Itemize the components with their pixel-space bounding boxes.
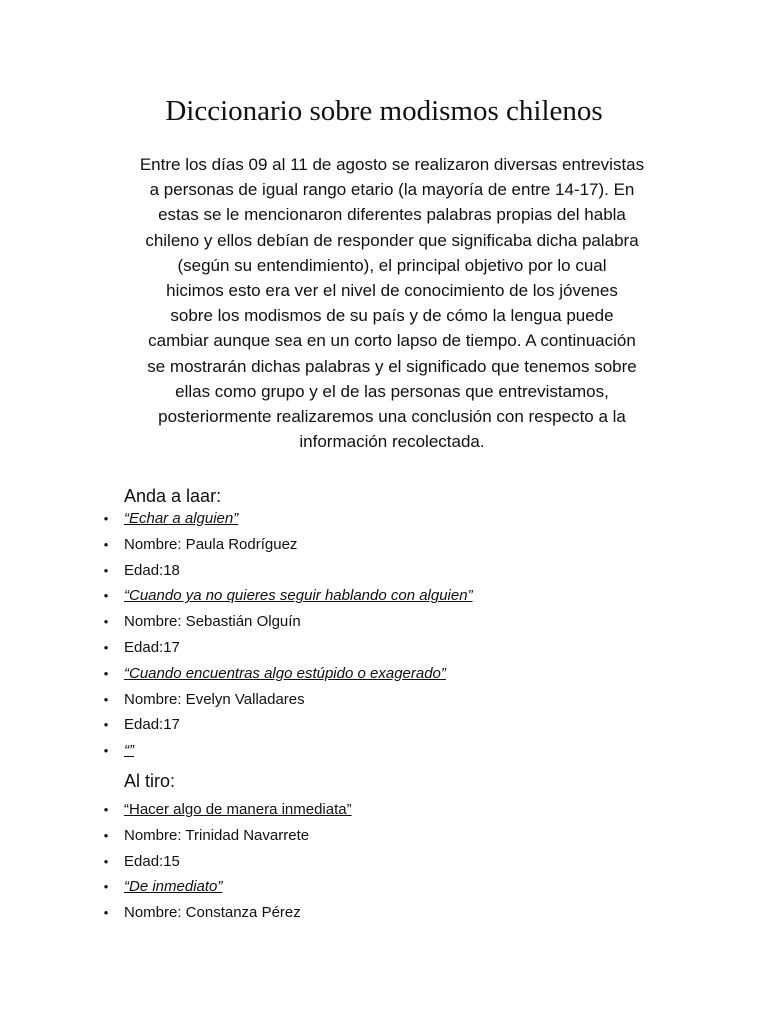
- list-item: [0, 874, 352, 900]
- list-item: [0, 797, 352, 823]
- list-item: [0, 609, 473, 635]
- meaning-quote: “Cuando ya no quieres seguir hablando con alguien”: [124, 587, 473, 605]
- intro-line: información recolectada.: [299, 432, 485, 452]
- bullet-icon: •: [103, 639, 109, 655]
- section-heading-anda-a-laar: Anda a laar:: [124, 486, 222, 506]
- intro-line: posteriormente realizaremos una conclusión con respecto a la: [158, 407, 626, 427]
- meaning-quote: “Cuando encuentras algo estúpido o exagerado”: [124, 664, 446, 682]
- list-item: [0, 900, 352, 926]
- intro-line: estas se le mencionaron diferentes palabras propias del habla: [158, 205, 626, 225]
- bullet-icon: •: [103, 905, 109, 921]
- interviewee-name: Nombre: Paula Rodríguez: [124, 535, 298, 553]
- bullet-icon: •: [103, 717, 109, 733]
- meaning-quote: “”: [124, 742, 134, 760]
- bullet-icon: •: [103, 588, 109, 604]
- bullet-icon: •: [103, 879, 109, 895]
- list-item: [0, 849, 352, 875]
- intro-line: (según su entendimiento), el principal objetivo por lo cual: [177, 255, 607, 275]
- intro-line: sobre los modismos de su país y de cómo la lengua puede: [170, 306, 614, 326]
- interviewee-name: Nombre: Sebastián Olguín: [124, 613, 301, 631]
- bullet-icon: •: [103, 853, 109, 869]
- list-item: [0, 506, 473, 532]
- bullet-icon: •: [103, 665, 109, 681]
- list-item: [0, 532, 473, 558]
- bullet-icon: •: [103, 562, 109, 578]
- interviewee-age: Edad:17: [124, 716, 180, 734]
- intro-line: hicimos esto era ver el nivel de conocimiento de los jóvenes: [166, 281, 618, 301]
- intro-line: cambiar aunque sea en un corto lapso de tiempo. A continuación: [148, 331, 636, 351]
- bullet-list-al-tiro: [0, 797, 352, 926]
- list-item: [0, 635, 473, 661]
- intro-line: chileno y ellos debían de responder que significaba dicha palabra: [145, 230, 639, 250]
- intro-paragraph: [116, 152, 668, 454]
- meaning-quote: “Echar a alguien”: [124, 510, 239, 527]
- list-item: [0, 687, 473, 713]
- intro-line: a personas de igual rango etario (la mayoría de entre 14-17). En: [149, 180, 635, 200]
- interviewee-age: Edad:15: [124, 852, 180, 870]
- list-item: [0, 583, 473, 609]
- interviewee-age: Edad:18: [124, 561, 180, 579]
- intro-line: se mostrarán dichas palabras y el significado que tenemos sobre: [147, 356, 637, 376]
- bullet-icon: •: [103, 691, 109, 707]
- bullet-icon: •: [103, 827, 109, 843]
- bullet-icon: •: [103, 743, 109, 759]
- bullet-icon: •: [103, 536, 109, 552]
- list-item: [0, 712, 473, 738]
- bullet-icon: •: [103, 802, 109, 817]
- intro-line: Entre los días 09 al 11 de agosto se realizaron diversas entrevistas: [139, 155, 645, 174]
- list-item: [0, 823, 352, 849]
- interviewee-age: Edad:17: [124, 638, 180, 656]
- interviewee-name: Nombre: Evelyn Valladares: [124, 690, 305, 708]
- document-title: Diccionario sobre modismos chilenos: [165, 95, 603, 127]
- meaning-quote: “Hacer algo de manera inmediata”: [124, 801, 352, 818]
- section-heading-al-tiro: Al tiro:: [124, 771, 176, 791]
- interviewee-name: Nombre: Constanza Pérez: [124, 904, 301, 922]
- list-item: [0, 661, 473, 687]
- bullet-icon: •: [103, 614, 109, 630]
- interviewee-name: Nombre: Trinidad Navarrete: [124, 826, 310, 844]
- list-item: [0, 558, 473, 584]
- meaning-quote: “De inmediato”: [124, 878, 223, 896]
- intro-line: ellas como grupo y el de las personas que entrevistamos,: [175, 381, 609, 401]
- bullet-icon: •: [103, 511, 109, 526]
- list-item: [0, 738, 473, 764]
- bullet-list-anda-a-laar: [0, 506, 473, 764]
